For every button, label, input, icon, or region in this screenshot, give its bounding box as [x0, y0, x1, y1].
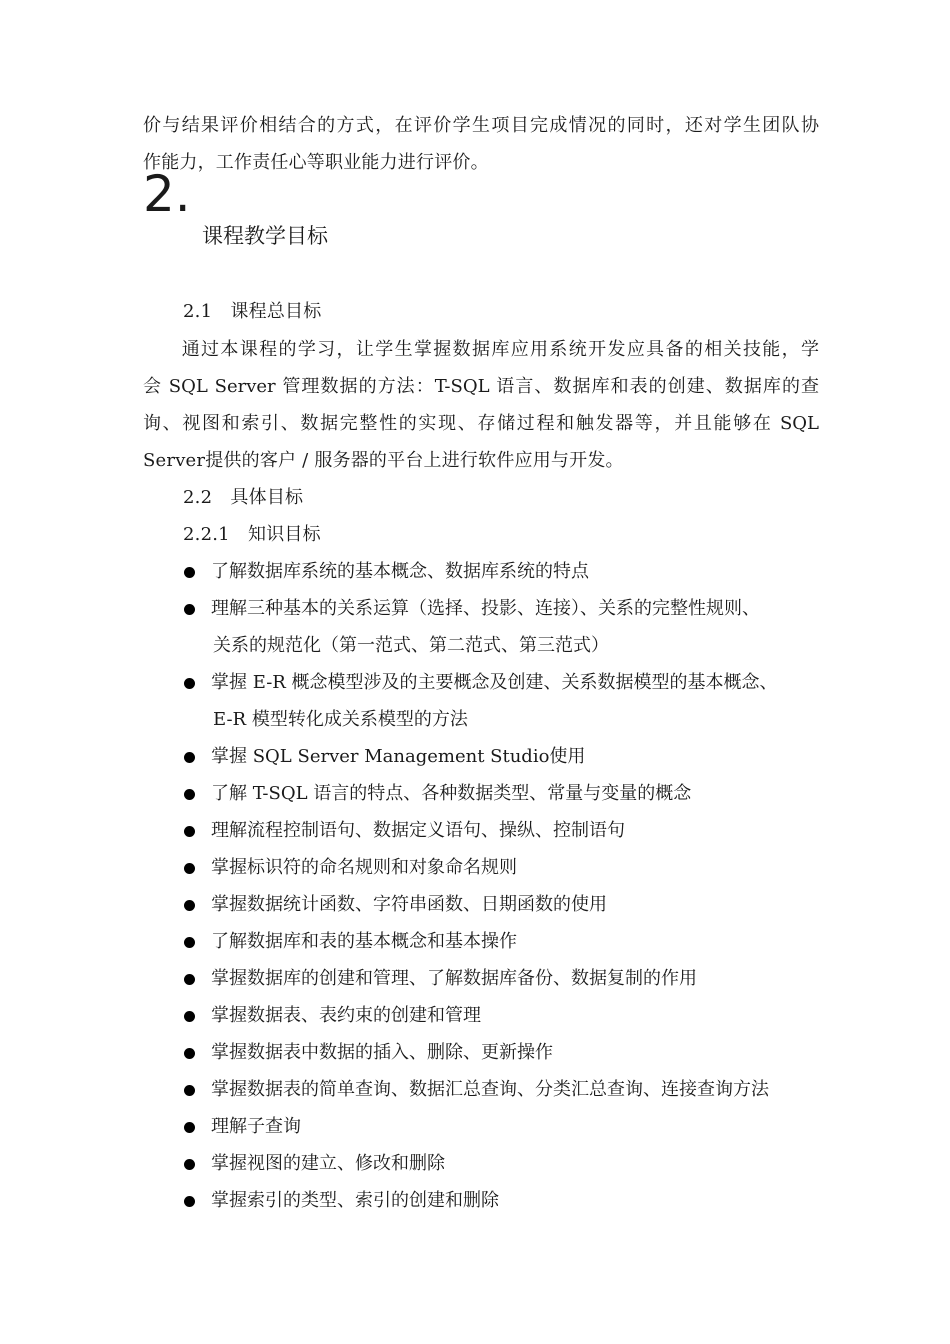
- specific-heading: 2.2 具体目标: [183, 487, 304, 508]
- bullet-icon: [184, 1159, 195, 1170]
- knowledge-item-text: 了解数据库系统的基本概念、数据库系统的特点: [211, 561, 589, 582]
- bullet-icon: [184, 900, 195, 911]
- bullet-icon: [184, 604, 195, 615]
- bullet-icon: [184, 567, 195, 578]
- knowledge-item-text: 了解数据库和表的基本概念和基本操作: [211, 931, 517, 952]
- overall-para-line-2: 会 SQL Server 管理数据的方法：T-SQL 语言、数据库和表的创建、数据库的查: [143, 376, 819, 397]
- bullet-icon: [184, 826, 195, 837]
- bullet-icon: [184, 1196, 195, 1207]
- bullet-icon: [184, 789, 195, 800]
- bullet-icon: [184, 1048, 195, 1059]
- knowledge-item-text: 掌握数据表中数据的插入、删除、更新操作: [211, 1042, 553, 1063]
- knowledge-item-text: 掌握 SQL Server Management Studio使用: [211, 746, 586, 767]
- bullet-icon: [184, 937, 195, 948]
- knowledge-subheading: 2.2.1 知识目标: [183, 524, 321, 545]
- intro-line-2: 作能力，工作责任心等职业能力进行评价。: [143, 152, 489, 173]
- bullet-icon: [184, 974, 195, 985]
- knowledge-item-text: 掌握视图的建立、修改和删除: [211, 1153, 445, 1174]
- knowledge-item-text: 掌握 E-R 概念模型涉及的主要概念及创建、关系数据模型的基本概念、: [211, 672, 778, 693]
- overall-para-line-3: 询、视图和索引、数据完整性的实现、存储过程和触发器等，并且能够在 SQL: [143, 413, 819, 434]
- bullet-icon: [184, 1085, 195, 1096]
- bullet-icon: [184, 678, 195, 689]
- overall-para-line-4: Server提供的客户 / 服务器的平台上进行软件应用与开发。: [143, 450, 624, 471]
- knowledge-item-text: 关系的规范化（第一范式、第二范式、第三范式）: [213, 635, 609, 656]
- knowledge-item-text: 掌握数据表、表约束的创建和管理: [211, 1005, 481, 1026]
- bullet-icon: [184, 1122, 195, 1133]
- overall-para-line-1: 通过本课程的学习，让学生掌握数据库应用系统开发应具备的相关技能，学: [143, 339, 819, 360]
- knowledge-item-text: 掌握索引的类型、索引的创建和删除: [211, 1190, 499, 1211]
- knowledge-item-text: 掌握数据统计函数、字符串函数、日期函数的使用: [211, 894, 607, 915]
- knowledge-item-text: 掌握数据库的创建和管理、了解数据库备份、数据复制的作用: [211, 968, 697, 989]
- knowledge-item-text: 掌握标识符的命名规则和对象命名规则: [211, 857, 517, 878]
- knowledge-item-text: 理解三种基本的关系运算（选择、投影、连接）、关系的完整性规则、: [211, 598, 760, 619]
- section-number: 2.: [143, 165, 191, 223]
- knowledge-item-text: E-R 模型转化成关系模型的方法: [213, 709, 468, 730]
- bullet-icon: [184, 863, 195, 874]
- bullet-icon: [184, 752, 195, 763]
- intro-line-1: 价与结果评价相结合的方式，在评价学生项目完成情况的同时，还对学生团队协: [143, 115, 819, 136]
- knowledge-item-text: 理解子查询: [211, 1116, 301, 1137]
- knowledge-item-text: 了解 T-SQL 语言的特点、各种数据类型、常量与变量的概念: [211, 783, 692, 804]
- section-title: 课程教学目标: [202, 224, 328, 248]
- overall-heading: 2.1 课程总目标: [183, 301, 322, 322]
- knowledge-item-text: 掌握数据表的简单查询、数据汇总查询、分类汇总查询、连接查询方法: [211, 1079, 769, 1100]
- bullet-icon: [184, 1011, 195, 1022]
- knowledge-item-text: 理解流程控制语句、数据定义语句、操纵、控制语句: [211, 820, 625, 841]
